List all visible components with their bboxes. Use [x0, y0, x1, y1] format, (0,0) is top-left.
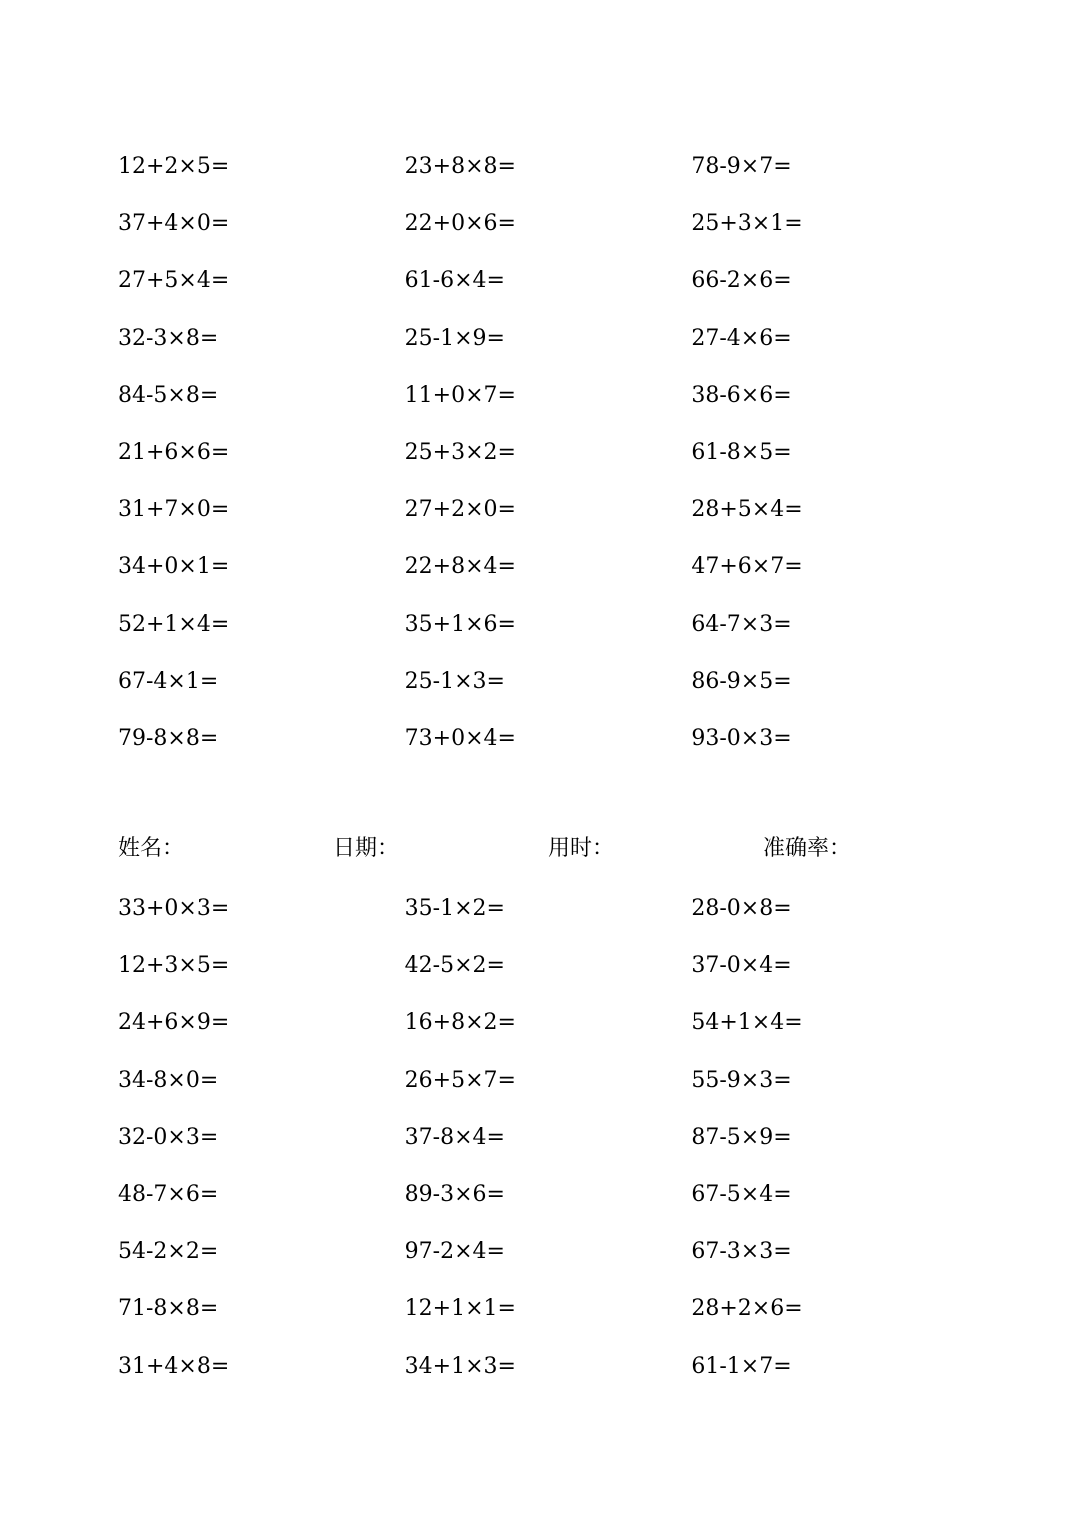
- problem: 12+1×1=: [404, 1296, 516, 1322]
- problem: 31+4×8=: [118, 1353, 230, 1379]
- problem-row: [118, 710, 978, 767]
- problem: 12+2×5=: [118, 154, 230, 180]
- problem: 48-7×6=: [118, 1182, 219, 1208]
- problem-row: [118, 538, 978, 595]
- problem-row: [118, 138, 978, 195]
- problem: 12+3×5=: [118, 953, 230, 979]
- problem-row: [118, 994, 978, 1051]
- problem: 34+1×3=: [404, 1353, 516, 1379]
- problem-row: [118, 880, 978, 937]
- problem: 67-3×3=: [691, 1239, 792, 1265]
- problem-row: [118, 481, 978, 538]
- problem: 28+2×6=: [691, 1296, 803, 1322]
- problem: 26+5×7=: [404, 1067, 516, 1093]
- problem-row: [118, 596, 978, 653]
- problem: 22+0×6=: [404, 211, 516, 237]
- problem: 25-1×3=: [404, 668, 505, 694]
- problem: 87-5×9=: [691, 1124, 792, 1150]
- accuracy-label: 准确率：: [763, 835, 852, 861]
- problem: 27+2×0=: [404, 497, 516, 523]
- problem: 78-9×7=: [691, 154, 792, 180]
- problem: 35+1×6=: [404, 611, 516, 637]
- problem: 89-3×6=: [404, 1182, 505, 1208]
- problem: 79-8×8=: [118, 725, 219, 751]
- problem: 16+8×2=: [404, 1010, 516, 1036]
- problem-row: [118, 195, 978, 252]
- problem-grid-top: [118, 138, 978, 767]
- problem: 67-5×4=: [691, 1182, 792, 1208]
- problem: 66-2×6=: [691, 268, 792, 294]
- problem-row: [118, 1052, 978, 1109]
- problem: 73+0×4=: [404, 725, 516, 751]
- problem: 55-9×3=: [691, 1067, 792, 1093]
- problem-grid-bottom: [118, 880, 978, 1395]
- problem: 11+0×7=: [404, 382, 516, 408]
- problem: 47+6×7=: [691, 554, 803, 580]
- problem: 31+7×0=: [118, 497, 230, 523]
- student-info-row: [118, 826, 978, 866]
- problem: 34-8×0=: [118, 1067, 219, 1093]
- problem: 52+1×4=: [118, 611, 230, 637]
- problem: 67-4×1=: [118, 668, 219, 694]
- problem: 32-0×3=: [118, 1124, 219, 1150]
- problem-row: [118, 1109, 978, 1166]
- time-used-label: 用时：: [548, 835, 615, 861]
- problem: 42-5×2=: [404, 953, 505, 979]
- problem-row: [118, 367, 978, 424]
- problem: 25+3×2=: [404, 440, 516, 466]
- problem-row: [118, 1223, 978, 1280]
- problem: 61-1×7=: [691, 1353, 792, 1379]
- problem: 37-8×4=: [404, 1124, 505, 1150]
- problem-row: [118, 653, 978, 710]
- problem: 97-2×4=: [404, 1239, 505, 1265]
- problem-row: [118, 1338, 978, 1395]
- problem: 38-6×6=: [691, 382, 792, 408]
- problem: 32-3×8=: [118, 325, 219, 351]
- problem: 21+6×6=: [118, 440, 230, 466]
- problem: 93-0×3=: [691, 725, 792, 751]
- name-label: 姓名：: [118, 835, 185, 861]
- problem: 28+5×4=: [691, 497, 803, 523]
- problem: 61-8×5=: [691, 440, 792, 466]
- problem-row: [118, 1280, 978, 1337]
- problem: 24+6×9=: [118, 1010, 230, 1036]
- problem-row: [118, 252, 978, 309]
- problem: 34+0×1=: [118, 554, 230, 580]
- problem: 64-7×3=: [691, 611, 792, 637]
- problem: 25-1×9=: [404, 325, 505, 351]
- problem: 22+8×4=: [404, 554, 516, 580]
- problem-row: [118, 1166, 978, 1223]
- problem: 27+5×4=: [118, 268, 230, 294]
- date-label: 日期：: [333, 835, 400, 861]
- problem: 27-4×6=: [691, 325, 792, 351]
- problem: 28-0×8=: [691, 896, 792, 922]
- problem: 33+0×3=: [118, 896, 230, 922]
- problem: 84-5×8=: [118, 382, 219, 408]
- problem: 61-6×4=: [404, 268, 505, 294]
- problem: 71-8×8=: [118, 1296, 219, 1322]
- problem: 54-2×2=: [118, 1239, 219, 1265]
- problem: 86-9×5=: [691, 668, 792, 694]
- problem: 37+4×0=: [118, 211, 230, 237]
- problem: 35-1×2=: [404, 896, 505, 922]
- problem: 23+8×8=: [404, 154, 516, 180]
- problem: 54+1×4=: [691, 1010, 803, 1036]
- problem: 25+3×1=: [691, 211, 803, 237]
- problem: 37-0×4=: [691, 953, 792, 979]
- problem-row: [118, 937, 978, 994]
- problem-row: [118, 424, 978, 481]
- problem-row: [118, 310, 978, 367]
